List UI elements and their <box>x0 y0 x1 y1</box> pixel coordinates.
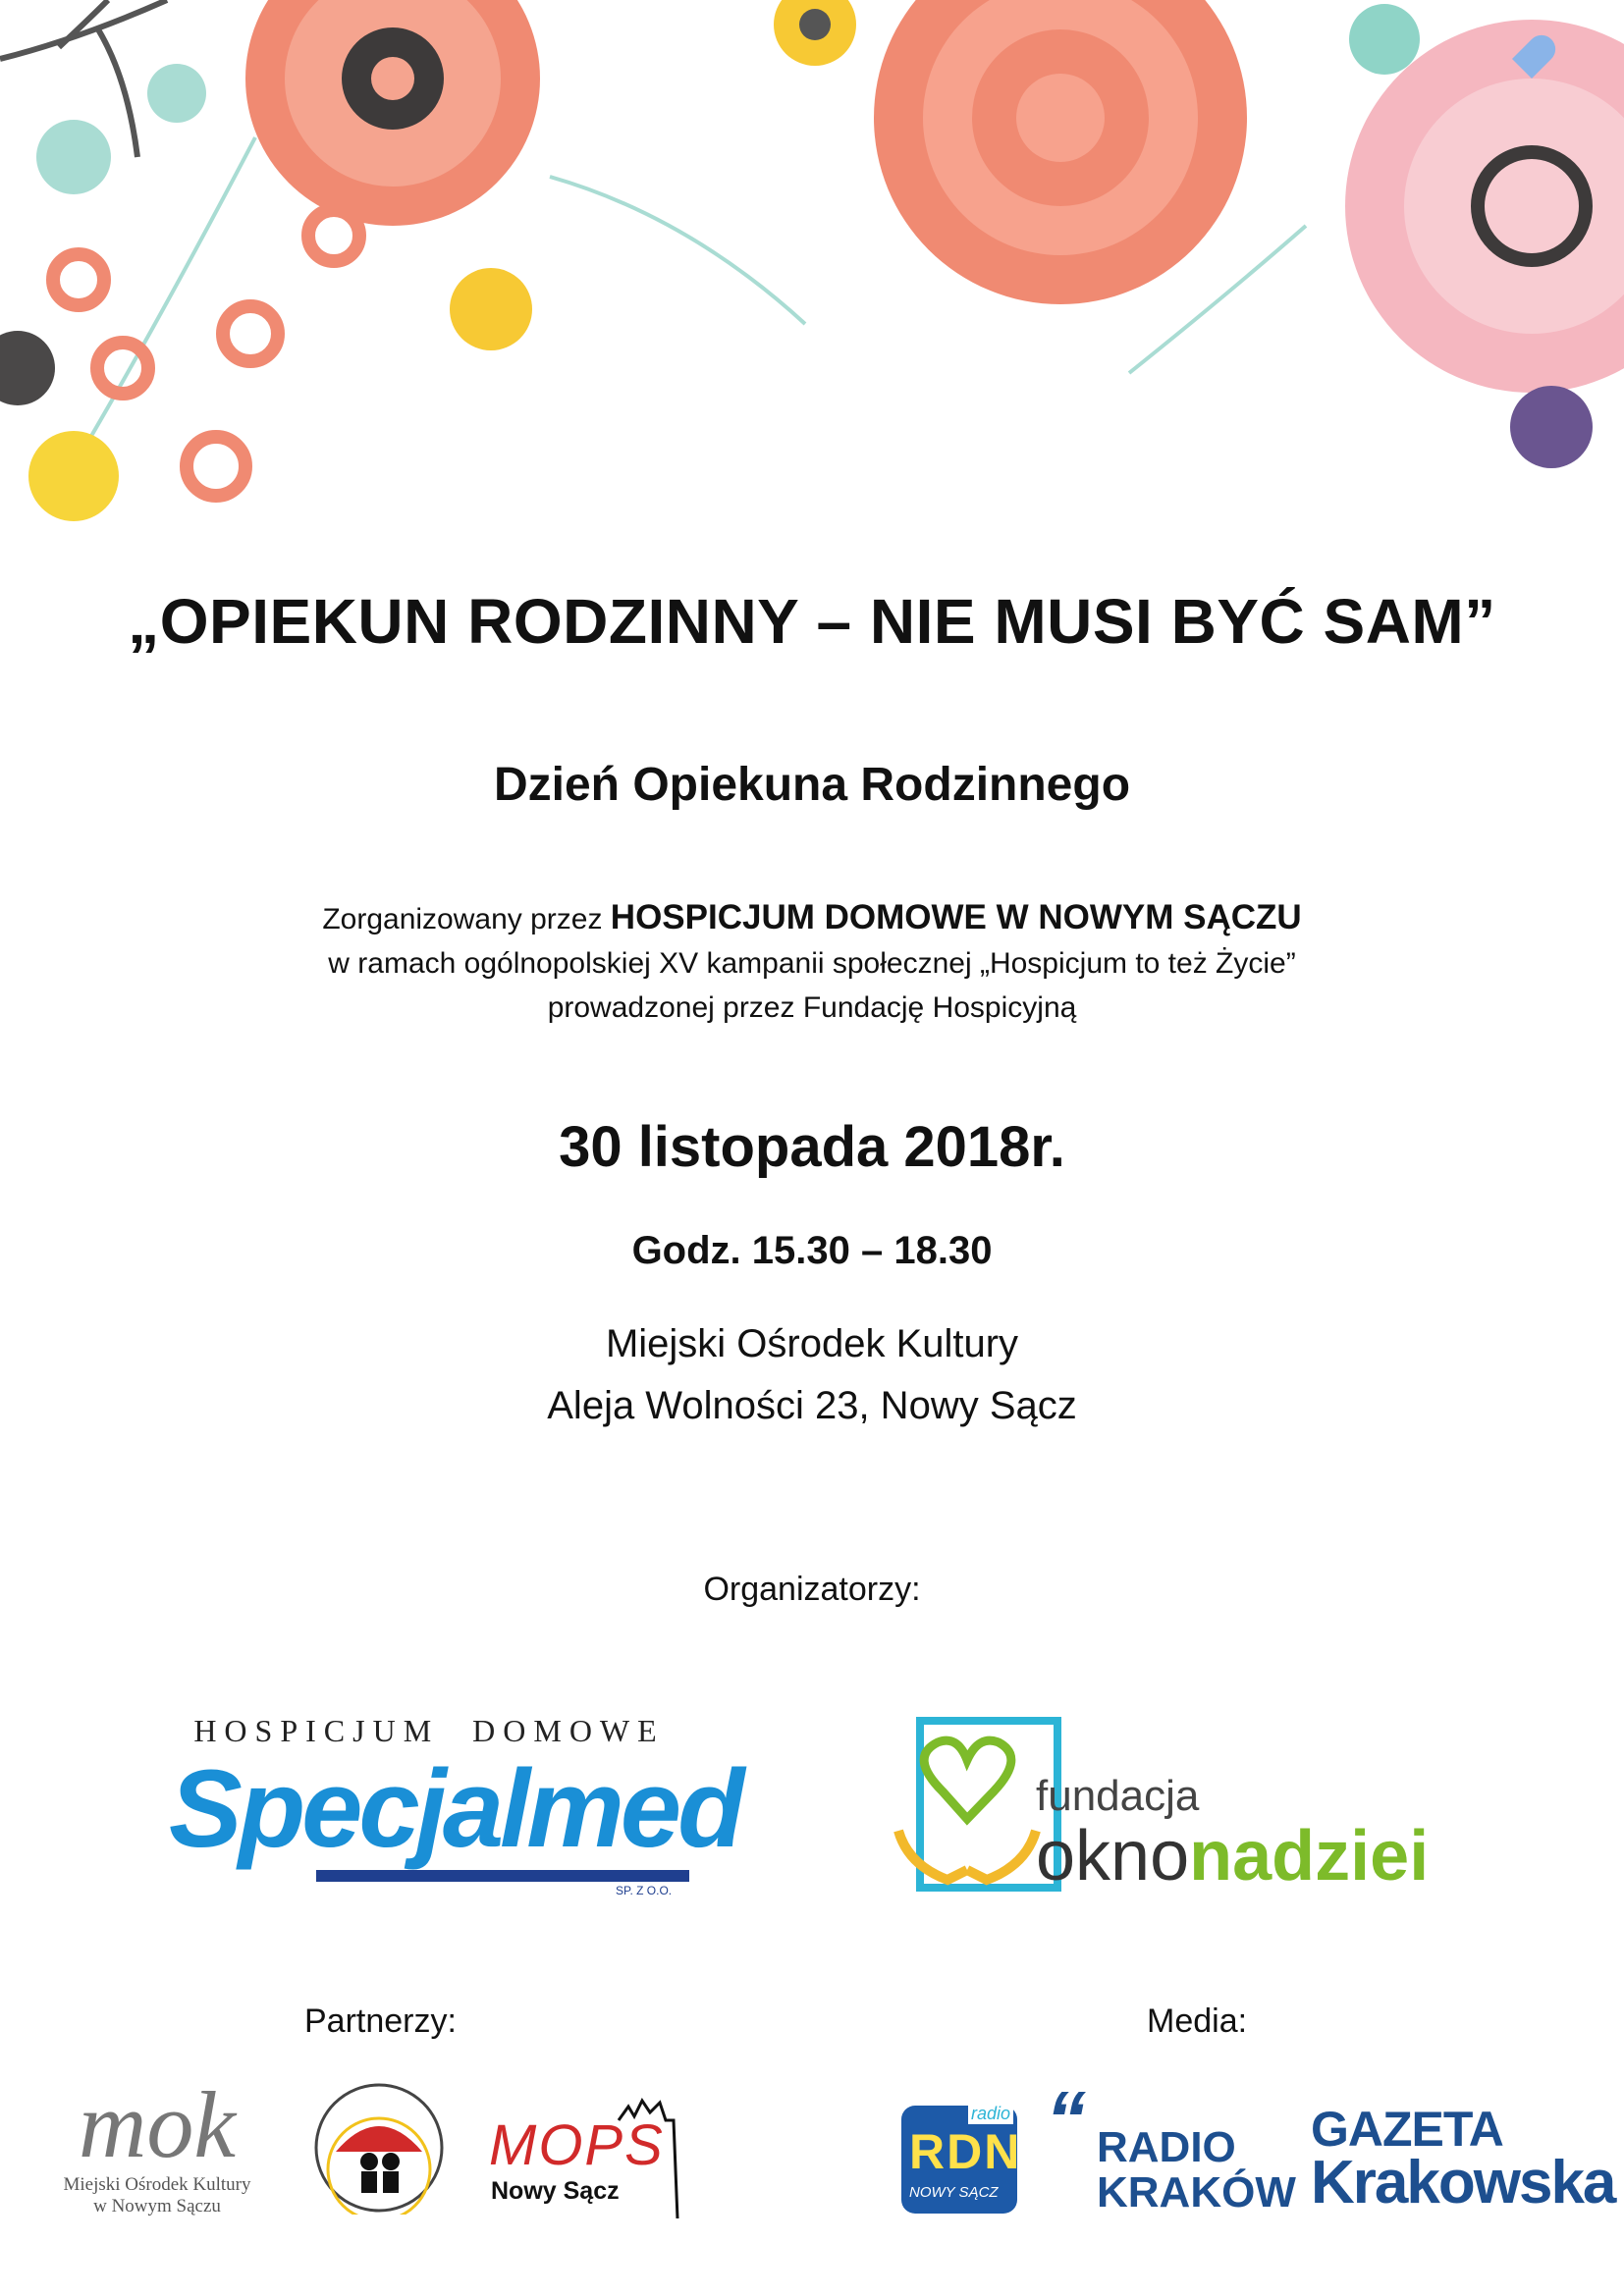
media-label: Media: <box>1147 2002 1248 2040</box>
gazeta-line2: Krakowska <box>1311 2149 1615 2216</box>
foundation-line: prowadzonej przez Fundację Hospicyjną <box>547 991 1077 1024</box>
dahlia-flower-center-icon <box>874 0 1247 304</box>
venue-address: Aleja Wolności 23, Nowy Sącz <box>547 1384 1077 1427</box>
mint-flower-icon <box>147 64 206 123</box>
specjalmed-logo <box>169 1713 741 1899</box>
organized-prefix: Zorganizowany przez <box>322 903 611 935</box>
venue-name: Miejski Ośrodek Kultury <box>605 1322 1019 1365</box>
mops-logo-sub: Nowy Sącz <box>491 2177 620 2205</box>
radio-krakow-line1: RADIO <box>1097 2123 1236 2171</box>
mint-flower-icon <box>36 120 111 194</box>
mops-logo-main: MOPS <box>489 2113 665 2177</box>
organizers-label: Organizatorzy: <box>703 1571 921 1608</box>
rdn-logo-main: RDN <box>909 2124 1022 2179</box>
okno-logo-fundacja: fundacja <box>1036 1772 1200 1820</box>
dark-flower-icon <box>0 331 55 405</box>
page-subtitle: Dzień Opiekuna Rodzinnego <box>493 759 1131 811</box>
okno-logo-part2: nadziei <box>1189 1817 1430 1896</box>
organizer-info <box>0 895 1624 1030</box>
specjalmed-logo-sub: SP. Z O.O. <box>616 1884 673 1897</box>
mok-logo-line1: Miejski Ośrodek Kultury <box>63 2174 251 2195</box>
yellow-flower-icon <box>28 431 119 521</box>
specjalmed-logo-bar <box>316 1870 689 1882</box>
mok-logo-main: mok <box>79 2072 236 2177</box>
organizer-name: HOSPICJUM DOMOWE W NOWYM SĄCZU <box>610 898 1302 936</box>
radio-krakow-line2: KRAKÓW <box>1097 2168 1296 2216</box>
okno-nadziei-logo <box>889 1713 1478 1899</box>
mops-logo <box>489 2091 685 2218</box>
coral-flower-left-icon <box>245 0 540 226</box>
campaign-line: w ramach ogólnopolskiej XV kampanii społecznej „Hospicjum to też Życie” <box>328 947 1296 980</box>
event-hours: Godz. 15.30 – 18.30 <box>631 1229 993 1272</box>
mops-castle-icon <box>617 2091 685 2218</box>
mok-logo <box>29 2072 285 2223</box>
pcpr-round-logo <box>312 2081 446 2215</box>
gazeta-line1: GAZETA <box>1311 2102 1503 2157</box>
radio-krakow-quote-icon: “ <box>1046 2075 1086 2164</box>
rdn-logo-sub: NOWY SĄCZ <box>909 2184 999 2201</box>
event-venue <box>0 1313 1624 1437</box>
event-date: 30 listopada 2018r. <box>559 1115 1065 1179</box>
purple-flower-icon <box>1510 386 1593 468</box>
mok-logo-line2: w Nowym Sączu <box>93 2196 221 2216</box>
partners-label: Partnerzy: <box>304 2002 457 2040</box>
okno-logo-part1: okno <box>1036 1817 1190 1896</box>
page-title: „OPIEKUN RODZINNY – NIE MUSI BYĆ SAM” <box>128 586 1496 657</box>
mint-bell-flower-icon <box>1349 4 1420 75</box>
rdn-logo <box>901 2104 1022 2214</box>
radio-krakow-logo <box>1046 2075 1296 2218</box>
gazeta-krakowska-logo <box>1311 2101 1615 2223</box>
yellow-bell-flower-icon <box>450 268 532 350</box>
pink-flower-right-icon <box>1345 20 1624 393</box>
specjalmed-logo-main: Specjalmed <box>169 1747 741 1870</box>
specjalmed-logo-top: HOSPICJUM DOMOWE <box>193 1713 665 1748</box>
rdn-logo-tag: radio <box>968 2104 1013 2124</box>
floral-header-decoration <box>0 0 1624 550</box>
